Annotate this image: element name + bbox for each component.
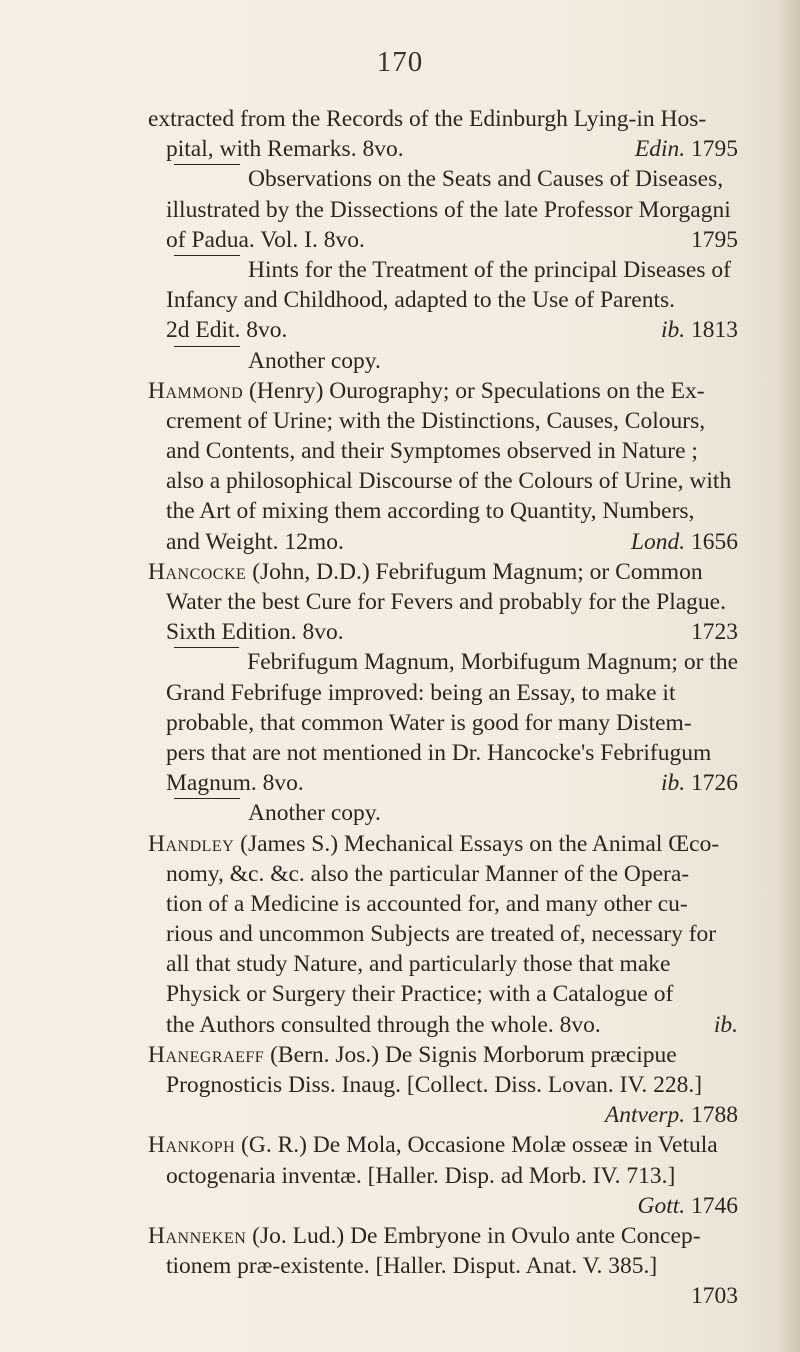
ditto-dash: [174, 647, 239, 676]
text-line: Observations on the Seats and Causes of Diseases,: [148, 164, 738, 194]
text-line: and Contents, and their Symptomes observed in Nature ;: [166, 438, 698, 465]
author-name: Hanneken: [148, 1222, 247, 1249]
text-line: Another copy.: [148, 798, 738, 828]
text-line: Antverp. 1788: [604, 1102, 738, 1129]
text-line: crement of Urine; with the Distinctions, Causes, Colours,: [166, 407, 706, 434]
text-line: nomy, &c. &c. also the particular Manner of the Opera-: [166, 860, 690, 887]
text-line: of Padua. Vol. I. 8vo. 1795: [166, 226, 738, 253]
text-line: pital, with Remarks. 8vo. Edin. 1795: [166, 136, 738, 163]
text-line: Febrifugum Magnum, Morbifugum Magnum; or the: [148, 647, 738, 677]
bibliography-text: [148, 104, 738, 1312]
text-line: Hankoph (G. R.) De Mola, Occasione Molæ osseæ in Vetula: [148, 1130, 738, 1160]
author-name: Hancocke: [148, 558, 247, 585]
text-line: pers that are not mentioned in Dr. Hancocke's Febrifugum: [166, 739, 712, 766]
text-line: extracted from the Records of the Edinburgh Lying-in Hos-: [148, 106, 707, 132]
text-line: 2d Edit. 8vo. ib. 1813: [166, 317, 738, 344]
text-line: rious and uncommon Subjects are treated of, necessary for: [166, 921, 717, 948]
text-line: Hints for the Treatment of the principal Diseases of: [148, 255, 738, 285]
text-line: Magnum. 8vo. ib. 1726: [166, 770, 738, 797]
text-line: illustrated by the Dissections of the late Professor Morgagni: [166, 196, 731, 223]
author-name: Hankoph: [148, 1132, 236, 1159]
text-line: and Weight. 12mo. Lond. 1656: [166, 528, 738, 555]
text-line: all that study Nature, and particularly those that make: [166, 951, 671, 978]
page-number: 170: [376, 46, 424, 78]
text-line: Hanegraeff (Bern. Jos.) De Signis Morborum præcipue: [148, 1040, 738, 1070]
ditto-dash: [174, 164, 240, 193]
page-edge-shadow: [778, 0, 800, 1352]
ditto-dash: [174, 346, 240, 375]
text-line: Gott. 1746: [637, 1192, 738, 1219]
text-line: Physick or Surgery their Practice; with a Catalogue of: [166, 981, 674, 1008]
text-line: probable, that common Water is good for many Distem-: [166, 709, 692, 736]
text-line: tionem præ-existente. [Haller. Disput. Anat. V. 385.]: [166, 1253, 658, 1280]
text-line: Grand Febrifuge improved: being an Essay, to make it: [166, 679, 676, 706]
text-line: Sixth Edition. 8vo. 1723: [166, 619, 738, 646]
text-line: Another copy.: [148, 346, 738, 376]
text-line: Hancocke (John, D.D.) Febrifugum Magnum; or Common: [148, 557, 738, 587]
text-line: tion of a Medicine is accounted for, and many other cu-: [166, 890, 688, 917]
text-line: 1703: [691, 1283, 738, 1310]
text-line: Prognosticis Diss. Inaug. [Collect. Diss. Lovan. IV. 228.]: [166, 1072, 703, 1098]
text-line: octogenaria inventæ. [Haller. Disp. ad Morb. IV. 713.]: [166, 1162, 676, 1189]
text-line: also a philosophical Discourse of the Colours of Urine, with: [166, 468, 732, 495]
text-line: the Authors consulted through the whole. 8vo. ib.: [166, 1011, 738, 1038]
text-line: Hanneken (Jo. Lud.) De Embryone in Ovulo ante Concep-: [148, 1221, 738, 1251]
ditto-dash: [174, 255, 240, 284]
author-name: Handley: [148, 830, 235, 857]
text-line: Infancy and Childhood, adapted to the Use of Parents.: [166, 287, 676, 314]
text-line: Hammond (Henry) Ourography; or Speculations on the Ex-: [148, 376, 738, 406]
text-line: the Art of mixing them according to Quantity, Numbers,: [166, 498, 695, 525]
text-line: Handley (James S.) Mechanical Essays on the Animal Œco-: [148, 829, 738, 859]
ditto-dash: [174, 798, 240, 827]
author-name: Hanegraeff: [148, 1041, 265, 1068]
text-line: Water the best Cure for Fevers and probably for the Plague.: [166, 589, 726, 615]
author-name: Hammond: [148, 377, 244, 404]
